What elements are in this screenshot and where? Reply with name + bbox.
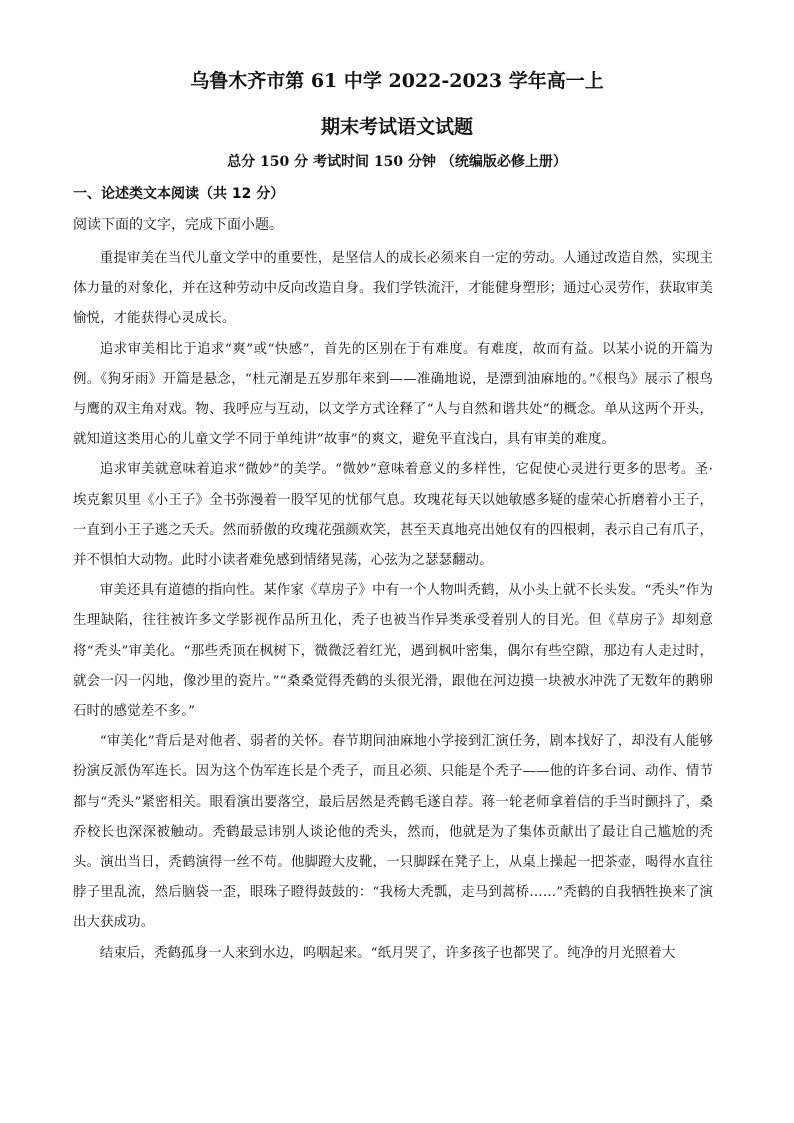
passage-paragraph-3: 追求审美就意味着追求“微妙”的美学。“微妙”意味着意义的多样性，它促使心灵进行更多的思考。圣·埃克絮贝里《小王子》全书弥漫着一股罕见的忧郁气息。玫瑰花每天以她敏感多疑的虚荣心折磨着小王子，一直到小王子逃之夭夭。然而骄傲的玫瑰花强颜欢笑，甚至天真地亮出她仅有的四根刺，表示自己有爪子，并不惧怕大动物。此时小读者难免感到情绪晃荡，心弦为之瑟瑟翻动。 xyxy=(73,462,713,569)
passage-paragraph-2: 追求审美相比于追求“爽”或“快感”，首先的区别在于有难度。有难度，故而有益。以某小说的开篇为例。《狗牙雨》开篇是悬念，“杜元潮是五岁那年来到——准确地说，是漂到油麻地的。”《根鸟》展示了根鸟与鹰的双主角对戏。物、我呼应与互动，以文学方式诠释了“人与自然和谐共处”的概念。单从这两个开头，就知道这类用心的儿童文学不同于单纯讲“故事”的爽文，避免平直浅白，具有审美的难度。 xyxy=(73,341,713,448)
passage-paragraph-5: “审美化”背后是对他者、弱者的关怀。春节期间油麻地小学接到汇演任务，剧本找好了，却没有人能够扮演反派伪军连长。因为这个伪军连长是个秃子，而且必须、只能是个秃子——他的许多台词、动作、情节都与“秃头”紧密相关。眼看演出要落空，最后居然是秃鹤毛遂自荐。蒋一轮老师拿着信的手当时颤抖了，桑乔校长也深深被触动。秃鹤最忌讳别人谈论他的秃头，然而，他就是为了集体贡献出了最让自己尴尬的秃头。演出当日，秃鹤演得一丝不苟。他脚蹬大皮靴，一只脚踩在凳子上，从桌上操起一把茶壶，喝得水直往脖子里乱流，然后脑袋一歪，眼珠子瞪得鼓鼓的：“我杨大秃瓢，走马到蒿桥……”秃鹤的自我牺牲换来了演出大获成功。 xyxy=(73,734,713,931)
exam-title-line-2: 期末考试语文试题 xyxy=(320,116,473,138)
section-heading: 一、论述类文本阅读（共 12 分） xyxy=(73,186,285,202)
passage-paragraph-6: 结束后，秃鹤孤身一人来到水边，呜咽起来。“纸月哭了，许多孩子也都哭了。纯净的月光照着大 xyxy=(99,945,676,961)
passage-paragraph-1: 重提审美在当代儿童文学中的重要性，是坚信人的成长必须来自一定的劳动。人通过改造自然，实现主体力量的对象化，并在这种劳动中反向改造自身。我们学铁流汗，才能健身塑形；通过心灵劳作，获取审美愉悦，才能获得心灵成长。 xyxy=(73,251,713,327)
exam-subtitle: 总分 150 分 考试时间 150 分钟 （统编版必修上册） xyxy=(227,154,567,170)
reading-instruction: 阅读下面的文字，完成下面小题。 xyxy=(73,217,283,233)
exam-title-line-1: 乌鲁木齐市第 61 中学 2022-2023 学年高一上 xyxy=(190,70,604,92)
passage-paragraph-4: 审美还具有道德的指向性。某作家《草房子》中有一个人物叫秃鹤，从小头上就不长头发。“秃头”作为生理缺陷，往往被许多文学影视作品所丑化，秃子也被当作异类承受着别人的目光。但《草房子》却刻意将“秃头”审美化。“那些秃顶在枫树下，微微泛着红光，遇到枫叶密集，偶尔有些空隙，那边有人走过时，就会一闪一闪地，像沙里的瓷片。”“桑桑觉得秃鹤的头很光滑，跟他在河边摸一块被水冲洗了无数年的鹅卵石时的感觉差不多。” xyxy=(73,583,713,720)
reading-passage xyxy=(73,244,713,969)
